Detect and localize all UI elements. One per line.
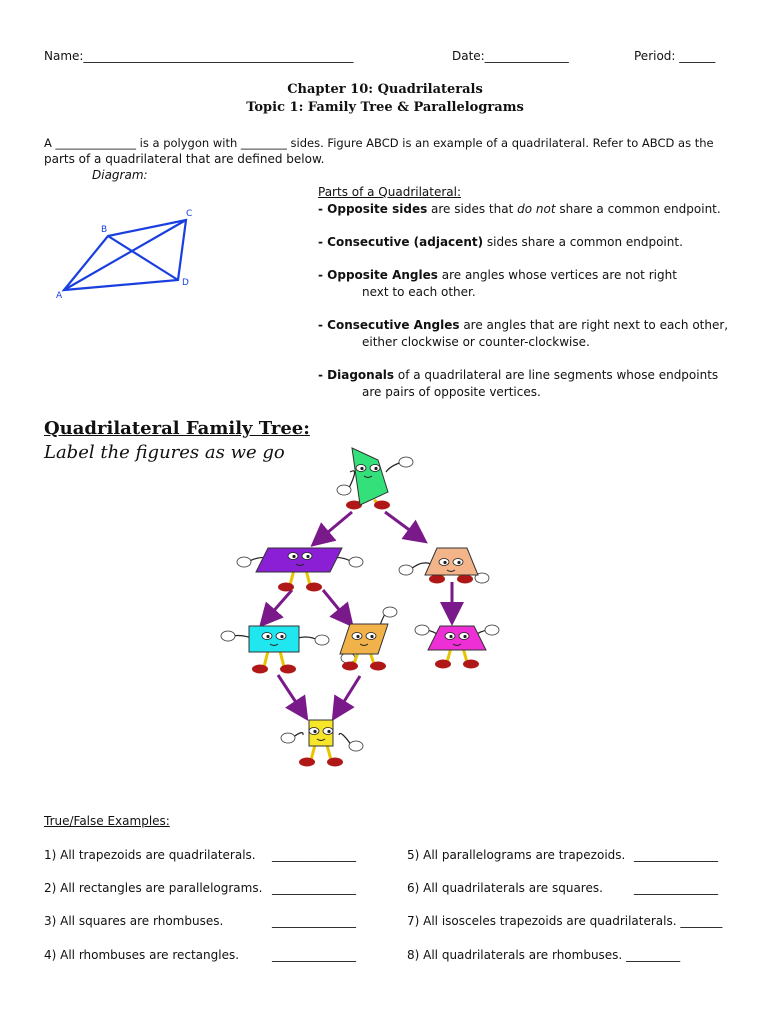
parts-heading: Parts of a Quadrilateral:	[318, 185, 462, 199]
diagonals-def-cont: are pairs of opposite vertices.	[362, 385, 541, 399]
tf-item-3: 3) All squares are rhombuses.	[44, 914, 224, 928]
tf-item-4: 4) All rhombuses are rectangles.	[44, 948, 240, 962]
vertex-b-label: B	[101, 225, 108, 235]
tf-answer-blank-1[interactable]: ______________	[272, 848, 356, 862]
opposite-angles-def: - Opposite Angles are angles whose vertices are not right	[318, 268, 677, 282]
intro-line-2: parts of a quadrilateral that are defined below.	[44, 152, 325, 166]
consecutive-sides-def: - Consecutive (adjacent) sides share a common endpoint.	[318, 235, 683, 249]
arrow-parallelogram-to-rhombus	[323, 590, 350, 623]
diagonals-def: - Diagonals of a quadrilateral are line segments whose endpoints	[318, 368, 719, 382]
family-tree-subheading: Label the figures as we go	[44, 442, 285, 463]
tf-item-2: 2) All rectangles are parallelograms.	[44, 881, 263, 895]
rectangle-character	[221, 626, 329, 674]
family-tree-heading: Quadrilateral Family Tree:	[44, 418, 310, 439]
tf-answer-blank-8[interactable]: _________	[626, 948, 681, 962]
quadrilateral-character	[337, 448, 413, 510]
opposite-angles-def-cont: next to each other.	[362, 285, 476, 299]
parallelogram-character	[237, 548, 363, 592]
vertex-a-label: A	[56, 291, 63, 301]
tf-answer-blank-7[interactable]: _______	[680, 914, 723, 928]
name-field-label: Name:_____________________________________________	[44, 49, 354, 63]
tf-answer-blank-2[interactable]: ______________	[272, 881, 356, 895]
consecutive-angles-def-cont: either clockwise or counter-clockwise.	[362, 335, 590, 349]
true-false-heading: True/False Examples:	[44, 814, 170, 828]
vertex-c-label: C	[186, 209, 193, 219]
arrow-rectangle-to-square	[278, 675, 305, 716]
square-character	[281, 720, 363, 767]
trapezoid-character	[399, 548, 489, 584]
period-field-label: Period: ______	[634, 49, 716, 63]
tf-answer-blank-6[interactable]: ______________	[634, 881, 718, 895]
intro-line-1: A ______________ is a polygon with ________ sides. Figure ABCD is an example of a quadrilateral. Refer to ABCD as the	[44, 136, 714, 150]
opposite-sides-def: - Opposite sides are sides that do not share a common endpoint.	[318, 202, 721, 216]
date-field-label: Date:______________	[452, 49, 569, 63]
topic-title: Topic 1: Family Tree & Parallelograms	[246, 100, 524, 115]
vertex-d-label: D	[182, 278, 189, 288]
consecutive-angles-def: - Consecutive Angles are angles that are right next to each other,	[318, 318, 729, 332]
tf-answer-blank-5[interactable]: ______________	[634, 848, 718, 862]
arrow-quad-to-trapezoid	[385, 512, 423, 540]
tf-item-6: 6) All quadrilaterals are squares.	[407, 881, 603, 895]
tf-answer-blank-4[interactable]: ______________	[272, 948, 356, 962]
tf-item-7: 7) All isosceles trapezoids are quadrilaterals. _______	[407, 914, 723, 928]
arrow-parallelogram-to-rectangle	[263, 590, 292, 623]
rhombus-character	[340, 607, 397, 671]
tf-answer-blank-3[interactable]: ______________	[272, 914, 356, 928]
tf-item-1: 1) All trapezoids are quadrilaterals.	[44, 848, 256, 862]
tf-item-5: 5) All parallelograms are trapezoids.	[407, 848, 626, 862]
isosceles-trapezoid-character	[415, 625, 499, 669]
arrow-quad-to-parallelogram	[315, 512, 352, 543]
tf-item-8: 8) All quadrilaterals are rhombuses. _________	[407, 948, 681, 962]
chapter-title: Chapter 10: Quadrilaterals	[287, 82, 483, 97]
diagram-label: Diagram:	[92, 168, 148, 182]
arrow-rhombus-to-square	[335, 676, 360, 716]
